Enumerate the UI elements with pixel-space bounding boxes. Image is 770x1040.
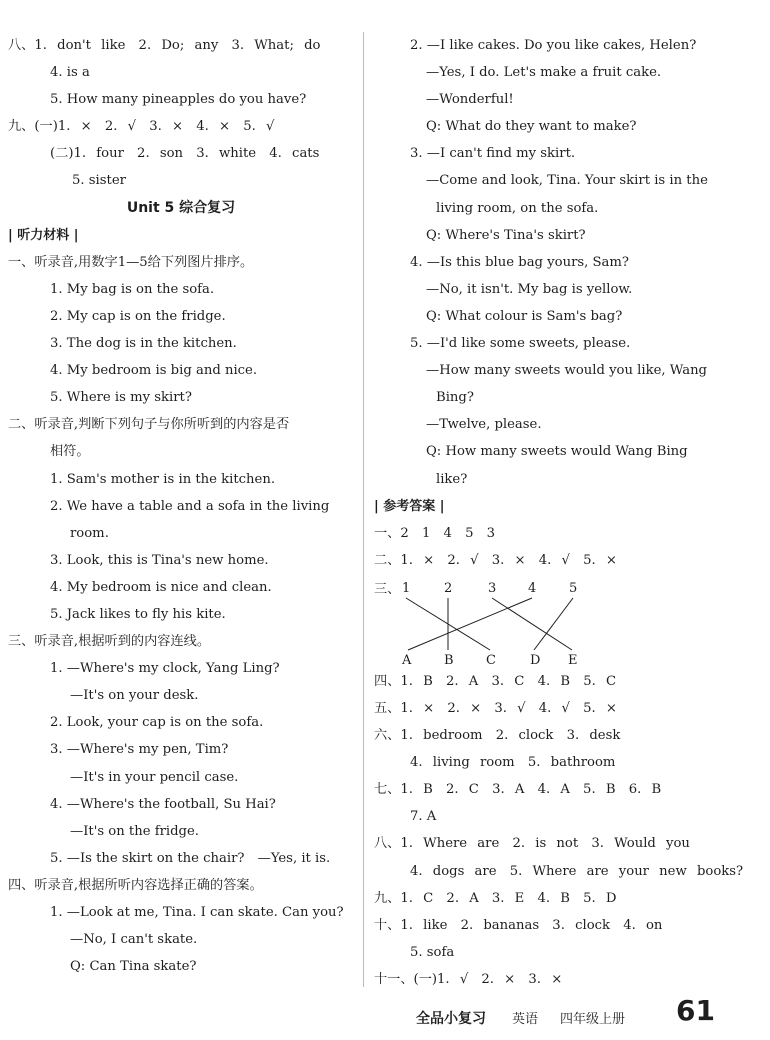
- dialog-line: Q: How many sweets would Wang Bing: [426, 444, 688, 460]
- matching-lines: [396, 574, 626, 668]
- match-line-4-a: [408, 598, 532, 650]
- answer-line: 八、1. don't like 2. Do; any 3. What; do: [8, 38, 321, 53]
- answer-line: 六、1. bedroom 2. clock 3. desk: [374, 728, 621, 744]
- answer-line: 七、1. B 2. C 3. A 4. A 5. B 6. B: [374, 782, 662, 798]
- right-column: [374, 32, 744, 993]
- left-column: [8, 32, 354, 980]
- dialog-line: 1. —Where's my clock, Yang Ling?: [50, 661, 280, 677]
- match-bottom-c: C: [486, 652, 496, 668]
- match-top-3: 3: [488, 580, 497, 596]
- list-item: 5. Where is my skirt?: [50, 390, 192, 406]
- match-top-5: 5: [569, 580, 578, 596]
- answer-line: 5. sofa: [410, 944, 455, 960]
- dialog-line: —No, I can't skate.: [70, 932, 198, 948]
- dialog-line: —How many sweets would you like, Wang: [426, 363, 707, 379]
- dialog-line: living room, on the sofa.: [436, 200, 599, 216]
- answer-line: 4. is a: [50, 65, 90, 81]
- dialog-line: Q: What do they want to make?: [426, 119, 637, 135]
- dialog-line: 5. —Is the skirt on the chair? —Yes, it is.: [50, 850, 331, 866]
- list-item: 5. Jack likes to fly his kite.: [50, 606, 226, 622]
- dialog-line: 2. Look, your cap is on the sofa.: [50, 715, 264, 731]
- answer-line: 九、(一)1. × 2. √ 3. × 4. × 5. √: [8, 119, 275, 135]
- dialog-line: Q: Can Tina skate?: [70, 959, 197, 975]
- dialog-line: 4. —Where's the football, Su Hai?: [50, 796, 276, 812]
- footer-subject: 英语: [512, 1012, 539, 1027]
- dialog-line: Q: Where's Tina's skirt?: [426, 227, 586, 243]
- page-footer: [400, 994, 730, 1030]
- dialog-line: 1. —Look at me, Tina. I can skate. Can you?: [50, 905, 344, 920]
- list-item: 4. My bedroom is nice and clean.: [50, 579, 272, 595]
- answer-line: 八、1. Where are 2. is not 3. Would you: [374, 836, 690, 852]
- list-item: 1. Sam's mother is in the kitchen.: [50, 471, 276, 487]
- dialog-line: —Come and look, Tina. Your skirt is in the: [426, 173, 708, 189]
- match-top-4: 4: [528, 580, 537, 596]
- question-heading: 一、听录音,用数字1—5给下列图片排序。: [8, 254, 254, 270]
- question-heading: 四、听录音,根据所听内容选择正确的答案。: [8, 877, 263, 893]
- question-heading: 二、听录音,判断下列句子与你所听到的内容是否: [8, 417, 290, 433]
- answer-line: 二、1. × 2. √ 3. × 4. √ 5. ×: [374, 552, 617, 568]
- list-item: 1. My bag is on the sofa.: [50, 281, 215, 297]
- answer-line: 五、1. × 2. × 3. √ 4. √ 5. ×: [374, 700, 617, 716]
- answer-line: 4. dogs are 5. Where are your new books?: [410, 863, 744, 879]
- match-bottom-e: E: [568, 652, 578, 668]
- dialog-line: —Wonderful!: [426, 92, 514, 108]
- page-number: 61: [676, 994, 715, 1027]
- dialog-line: —No, it isn't. My bag is yellow.: [426, 281, 633, 297]
- answer-line: 5. sister: [72, 173, 126, 189]
- unit-title: Unit 5 综合复习: [126, 199, 236, 216]
- footer-grade: 四年级上册: [560, 1012, 626, 1027]
- list-item: 3. Look, this is Tina's new home.: [50, 552, 269, 568]
- dialog-line: —Yes, I do. Let's make a fruit cake.: [426, 65, 662, 81]
- answer-line: 5. How many pineapples do you have?: [50, 92, 307, 108]
- answer-line: (二)1. four 2. son 3. white 4. cats: [50, 146, 320, 162]
- answer-line: 7. A: [410, 809, 437, 825]
- dialog-line: Q: What colour is Sam's bag?: [426, 308, 623, 324]
- match-line-3-e: [492, 598, 572, 650]
- dialog-line: 5. —I'd like some sweets, please.: [410, 336, 631, 352]
- footer-series: 全品小复习: [416, 1011, 486, 1027]
- dialog-line: —It's in your pencil case.: [70, 769, 239, 785]
- matching-diagram: [374, 574, 709, 668]
- listening-section-tag: | 听力材料 |: [8, 227, 79, 243]
- answer-line: 4. living room 5. bathroom: [410, 755, 616, 771]
- dialog-line: —Twelve, please.: [426, 417, 542, 433]
- dialog-line: 3. —I can't find my skirt.: [410, 146, 576, 162]
- match-bottom-a: A: [402, 652, 412, 668]
- answer-line: 十、1. like 2. bananas 3. clock 4. on: [374, 917, 663, 933]
- match-top-2: 2: [444, 580, 453, 596]
- list-item: room.: [70, 525, 109, 541]
- answer-line: 四、1. B 2. A 3. C 4. B 5. C: [374, 673, 617, 689]
- list-item: 4. My bedroom is big and nice.: [50, 363, 258, 379]
- list-item: 2. My cap is on the fridge.: [50, 308, 226, 324]
- answers-section-tag: | 参考答案 |: [374, 498, 445, 514]
- match-top-1: 1: [402, 580, 411, 596]
- dialog-line: Bing?: [436, 390, 474, 406]
- answer-line: 一、2 1 4 5 3: [374, 525, 496, 541]
- dialog-line: like?: [436, 471, 468, 487]
- dialog-line: —It's on the fridge.: [70, 823, 199, 839]
- question-heading-cont: 相符。: [50, 444, 90, 460]
- match-bottom-b: B: [444, 652, 454, 668]
- question-heading: 三、听录音,根据听到的内容连线。: [8, 634, 211, 650]
- match-line-5-d: [534, 598, 573, 650]
- matching-prefix: 三、: [374, 581, 401, 597]
- answer-line: 十一、(一)1. √ 2. × 3. ×: [374, 971, 563, 987]
- answer-line: 九、1. C 2. A 3. E 4. B 5. D: [374, 890, 617, 906]
- list-item: 3. The dog is in the kitchen.: [50, 336, 237, 352]
- match-bottom-d: D: [530, 652, 541, 668]
- dialog-line: 4. —Is this blue bag yours, Sam?: [410, 254, 629, 270]
- column-divider: [363, 32, 364, 987]
- dialog-line: —It's on your desk.: [70, 688, 199, 704]
- dialog-line: 2. —I like cakes. Do you like cakes, Helen?: [410, 38, 697, 53]
- dialog-line: 3. —Where's my pen, Tim?: [50, 742, 229, 758]
- list-item: 2. We have a table and a sofa in the living: [50, 498, 330, 514]
